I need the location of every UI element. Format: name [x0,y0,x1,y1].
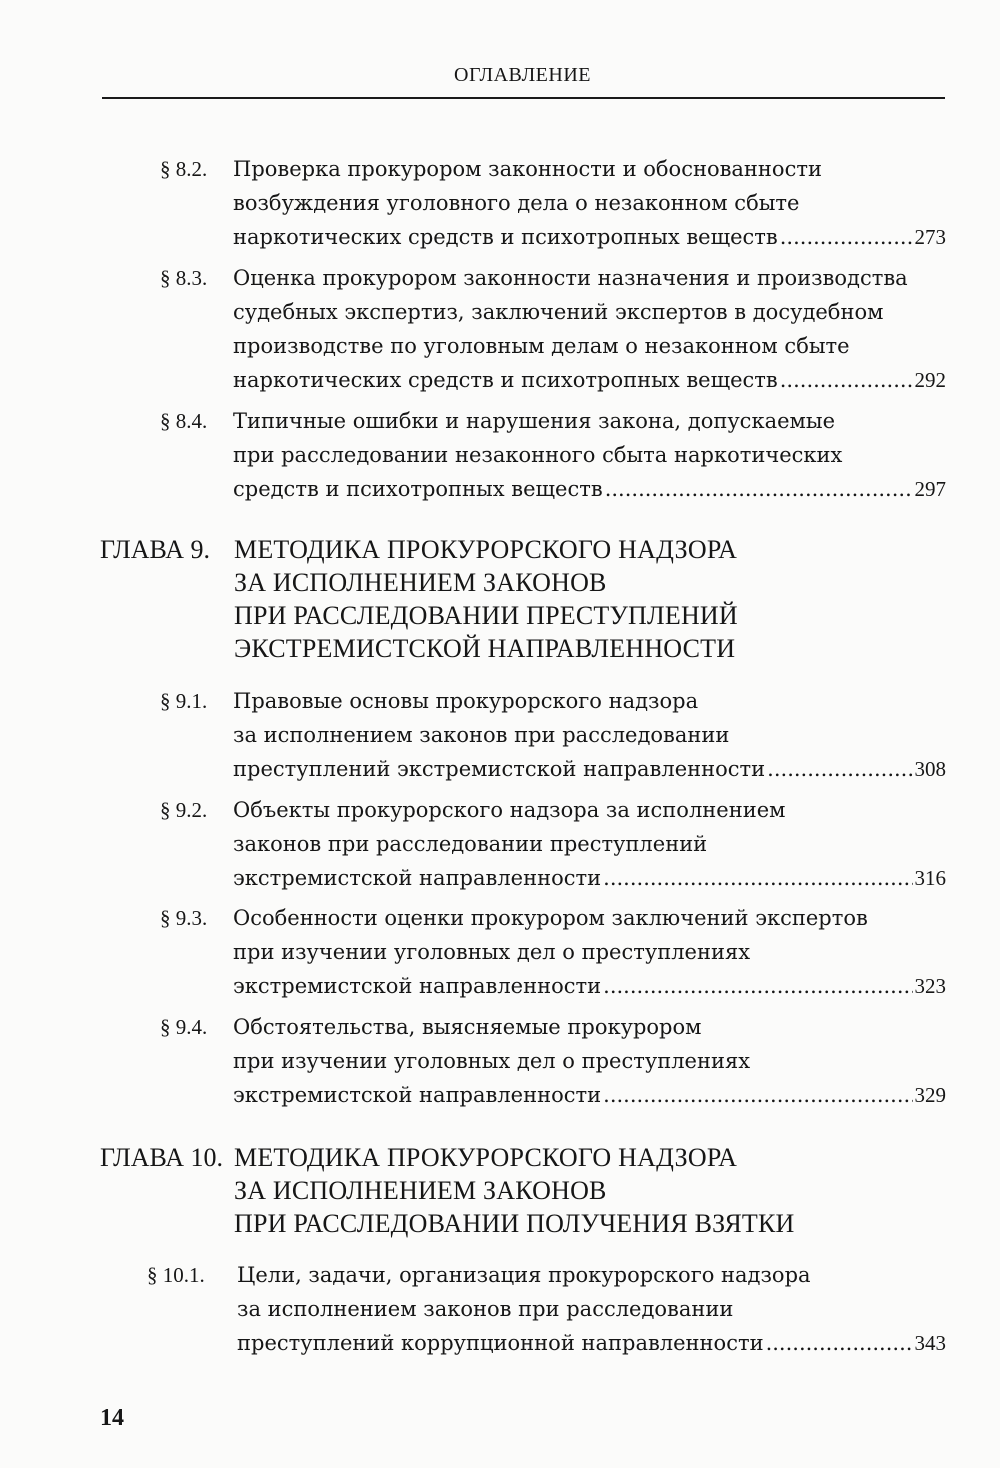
entry-line: преступлений коррупционной направленности [237,1331,764,1355]
entry-line: наркотических средств и психотропных веществ [233,225,778,249]
page-ref: 292 [914,368,946,392]
page-ref: 316 [914,866,946,890]
entry-line: Обстоятельства, выясняемые прокурором [233,1015,702,1039]
page-ref: 323 [914,974,946,998]
entry-line: преступлений экстремистской направленности [233,757,766,781]
toc-entry[interactable] [160,261,946,397]
entry-line: средств и психотропных веществ [233,477,603,501]
entry-line: производстве по уголовным делам о незаконном сбыте [233,334,850,358]
chapter-label: ГЛАВА 9. [100,535,210,564]
dot-leader [603,861,912,895]
entry-line: за исполнением законов при расследовании [233,723,730,747]
entry-line: Цели, задачи, организация прокурорского надзора [237,1263,811,1287]
chapter-title-line: МЕТОДИКА ПРОКУРОРСКОГО НАДЗОРА [234,535,738,564]
entry-line: при изучении уголовных дел о преступлениях [233,940,751,964]
toc-entry[interactable] [160,793,946,895]
dot-leader [605,472,913,506]
toc-entry[interactable] [160,152,946,254]
page-ref: 329 [914,1083,946,1107]
entry-line: при расследовании незаконного сбыта наркотических [233,443,843,467]
dot-leader [780,220,913,254]
page-number: 14 [100,1405,124,1431]
dot-leader [780,363,913,397]
header-rule [102,97,945,99]
entry-line: законов при расследовании преступлений [233,832,708,856]
entry-line: наркотических средств и психотропных веществ [233,368,778,392]
section-number: § 10.1. [147,1263,205,1287]
entry-line: Объекты прокурорского надзора за исполнением [233,798,786,822]
section-number: § 8.2. [160,157,208,181]
entry-line: Правовые основы прокурорского надзора [233,689,699,713]
entry-line: Проверка прокурором законности и обоснованности [233,157,822,181]
chapter-title-line: МЕТОДИКА ПРОКУРОРСКОГО НАДЗОРА [234,1143,738,1172]
chapter-heading[interactable] [100,1141,946,1240]
running-head: ОГЛАВЛЕНИЕ [454,64,591,86]
section-number: § 8.4. [160,409,208,433]
entry-line: экстремистской направленности [233,974,602,998]
toc-entry[interactable] [160,1010,946,1112]
entry-line: возбуждения уголовного дела о незаконном сбыте [233,191,800,215]
entry-line: судебных экспертиз, заключений экспертов в досудебном [233,300,884,324]
toc-entry[interactable] [160,404,946,506]
entry-line: Типичные ошибки и нарушения закона, допускаемые [233,409,835,433]
section-number: § 8.3. [160,266,208,290]
toc-entry[interactable] [160,684,946,786]
chapter-title-line: ЗА ИСПОЛНЕНИЕМ ЗАКОНОВ [234,1176,607,1205]
page-ref: 297 [914,477,946,501]
dot-leader [603,1078,912,1112]
dot-leader [766,1326,913,1360]
section-number: § 9.1. [160,689,208,713]
section-number: § 9.2. [160,798,208,822]
chapter-label: ГЛАВА 10. [100,1143,223,1172]
entry-line: при изучении уголовных дел о преступлениях [233,1049,751,1073]
chapter-title-line: ПРИ РАССЛЕДОВАНИИ ПОЛУЧЕНИЯ ВЗЯТКИ [234,1209,795,1238]
chapter-heading[interactable] [100,533,946,665]
entry-line: экстремистской направленности [233,1083,602,1107]
page-ref: 273 [914,225,946,249]
chapter-title-line: ПРИ РАССЛЕДОВАНИИ ПРЕСТУПЛЕНИЙ [234,601,738,630]
section-number: § 9.4. [160,1015,208,1039]
chapter-title-line: ЗА ИСПОЛНЕНИЕМ ЗАКОНОВ [234,568,607,597]
page-ref: 308 [914,757,946,781]
chapter-title-line: ЭКСТРЕМИСТСКОЙ НАПРАВЛЕННОСТИ [234,634,736,663]
dot-leader [603,969,912,1003]
toc-entry[interactable] [147,1258,946,1360]
entry-line: Оценка прокурором законности назначения и производства [233,266,908,290]
entry-line: Особенности оценки прокурором заключений экспертов [233,906,868,930]
dot-leader [767,752,912,786]
entry-line: за исполнением законов при расследовании [237,1297,734,1321]
page-ref: 343 [914,1331,946,1355]
entry-line: экстремистской направленности [233,866,602,890]
toc-entry[interactable] [160,901,946,1003]
section-number: § 9.3. [160,906,208,930]
